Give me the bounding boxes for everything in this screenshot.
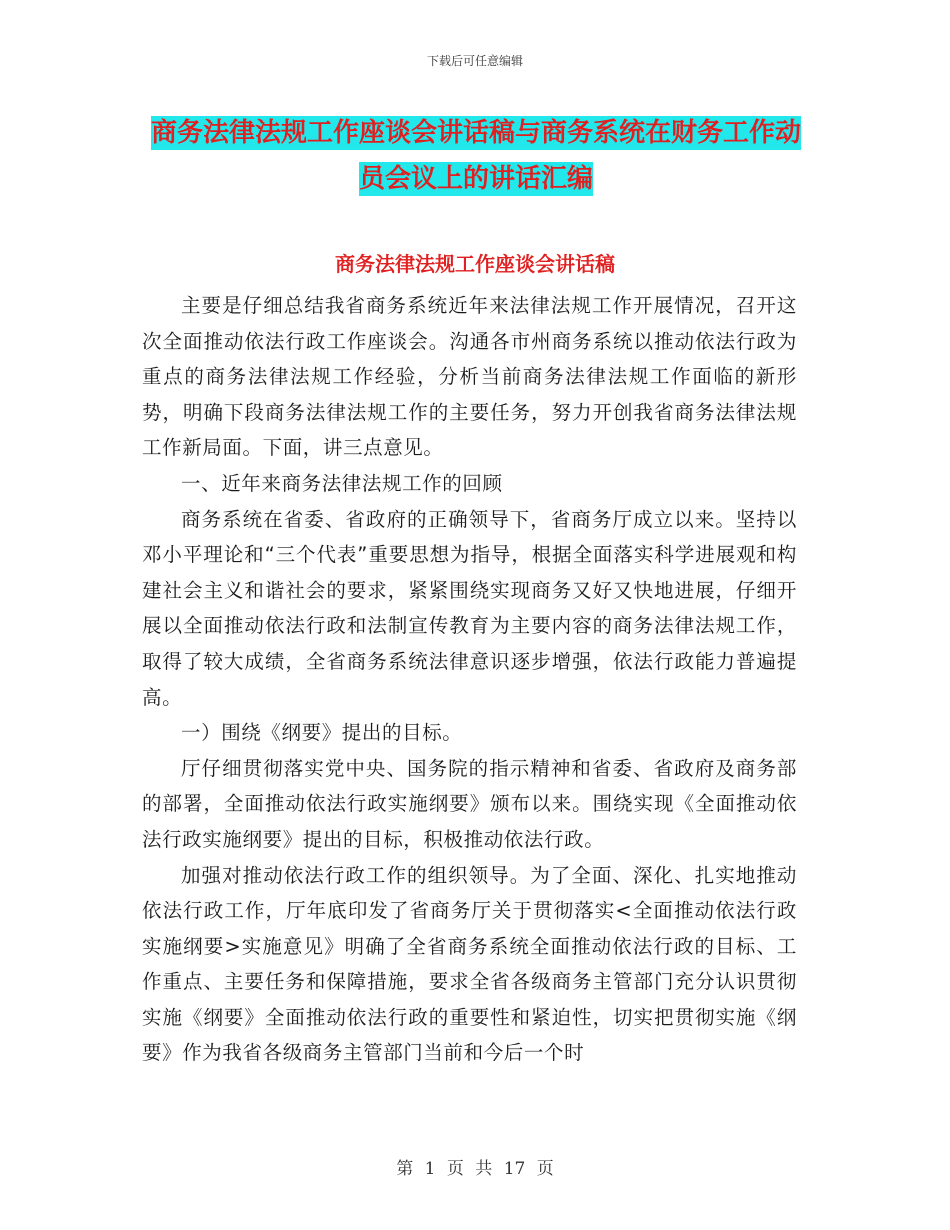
page-number: 第 1 页 共 17 页 xyxy=(396,1159,554,1179)
paragraph: 主要是仔细总结我省商务系统近年来法律法规工作开展情况，召开这次全面推动依法行政工作座谈会。沟通各市州商务系统以推动依法行政为重点的商务法律法规工作经验，分析当前商务法律法规工作面临的新形势，明确下段商务法律法规工作的主要任务，努力开创我省商务法律法规工作新局面。下面，讲三点意见。 xyxy=(142,294,797,460)
paragraph: 加强对推动依法行政工作的组织领导。为了全面、深化、扎实地推动依法行政工作，厅年底印发了省商务厅关于贯彻落实<全面推动依法行政实施纲要>实施意见》明确了全省商务系统全面推动依法行政的目标、工作重点、主要任务和保障措施，要求全省各级商务主管部门充分认识贯彻实施《纲要》全面推动依法行政的重要性和紧迫性，切实把贯彻实施《纲要》作为我省各级商务主管部门当前和今后一个时 xyxy=(142,863,797,1065)
header-note: 下载后可任意编辑 xyxy=(426,54,523,68)
section-title: 商务法律法规工作座谈会讲话稿 xyxy=(335,252,615,276)
document-title xyxy=(140,110,812,202)
paragraph: 商务系统在省委、省政府的正确领导下，省商务厅成立以来。坚持以邓小平理论和“三个代表”重要思想为指导，根据全面落实科学进展观和构建社会主义和谐社会的要求，紧紧围绕实现商务又好又快地进展，仔细开展以全面推动依法行政和法制宣传教育为主要内容的商务法律法规工作，取得了较大成绩，全省商务系统法律意识逐步增强，依法行政能力普遍提高。 xyxy=(142,507,797,709)
paragraph: 一）围绕《纲要》提出的目标。 xyxy=(181,721,463,745)
document-title-text: 商务法律法规工作座谈会讲话稿与商务系统在财务工作动员会议上的讲话汇编 xyxy=(150,118,801,194)
document-body xyxy=(142,288,797,1071)
paragraph: 一、近年来商务法律法规工作的回顾 xyxy=(181,471,503,495)
paragraph: 厅仔细贯彻落实党中央、国务院的指示精神和省委、省政府及商务部的部署，全面推动依法行政实施纲要》颁布以来。围绕实现《全面推动依法行政实施纲要》提出的目标，积极推动依法行政。 xyxy=(142,756,797,851)
